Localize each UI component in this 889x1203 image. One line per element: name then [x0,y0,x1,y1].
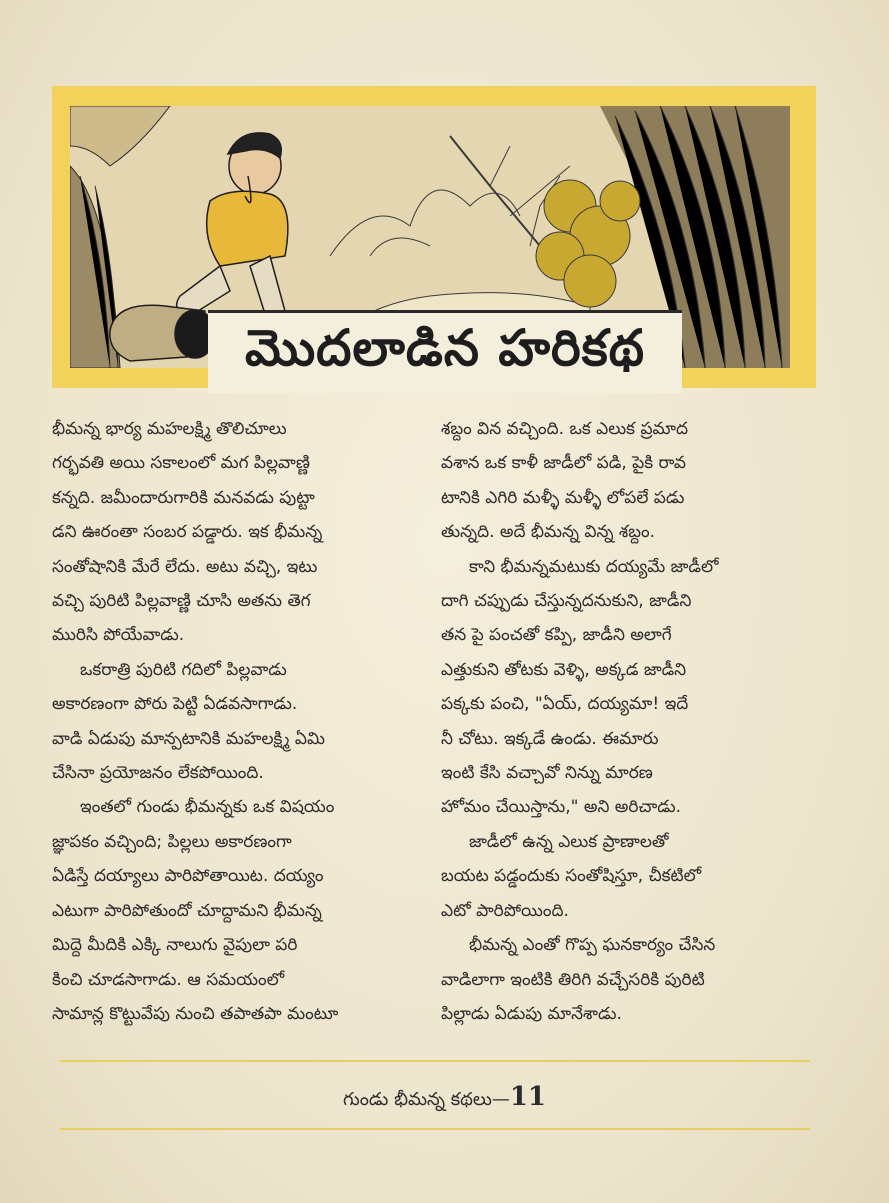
page-number: 11 [509,1082,547,1112]
paragraph: కాని భీమన్నమటుకు దయ్యమే జాడీలో దాగి చప్పుడు చేస్తున్నదనుకుని, జాడీని తన పై పంచతో కప్పి, జాడీని అలాగే ఎత్తుకుని తోటకు వెళ్ళి, అక్కడ జాడీని పక్కకు పంచి, "ఏయ్, దయ్యమా! ఇదే నీ చోటు. ఇక్కడే ఉండు. ఈమారు ఇంటి కేసి వచ్చావో నిన్ను మారణ హోమం చేయిస్తాను," అని అరిచాడు. [441,556,719,818]
page-footer [0,1082,889,1114]
story-title: మొదలాడిన హరికథ [244,319,646,377]
footer-rule-bottom [60,1128,810,1130]
paragraph: భీమన్న భార్య మహలక్ష్మి తొలిచూలు గర్భవతి అయి సకాలంలో మగ పిల్లవాణ్ణి కన్నది. జమీందారుగారికి మనవడు పుట్టా డని ఊరంతా సంబర పడ్డారు. ఇక భీమన్న సంతోషానికి మేరే లేదు. అటు వచ్చి, ఇటు వచ్చి పురిటి పిల్లవాణ్ణి చూసి అతను తెగ మురిసి పోయేవాడు. [52,419,323,646]
paragraph: ఇంతలో గుండు భీమన్నకు ఒక విషయం జ్ఞాపకం వచ్చింది; పిల్లలు అకారణంగా ఏడిస్తే దయ్యాలు పారిపోతాయిట. దయ్యం ఎటుగా పారిపోతుందో చూద్దామని భీమన్న మిద్దె మీదికి ఎక్కి నాలుగు వైపులా పరి కించి చూడసాగాడు. ఆ సమయంలో సామాన్ల కొట్టువేపు నుంచి తపాతపా మంటూ [52,797,339,1024]
right-column [441,412,819,1031]
paragraph: ఒకరాత్రి పురిటి గదిలో పిల్లవాడు అకారణంగా పోరు పెట్టి ఏడవసాగాడు. వాడి ఏడుపు మాన్పటానికి మహలక్ష్మి ఏమి చేసినా ప్రయోజనం లేకపోయింది. [52,659,325,784]
paragraph: శబ్దం విన వచ్చింది. ఒక ఎలుక ప్రమాద వశాన ఒక కాళీ జాడీలో పడి, పైకి రావ టానికి ఎగిరి మళ్ళీ మళ్ళీ లోపలే పడు తున్నది. అదే భీమన్న విన్న శబ్దం. [441,419,688,543]
left-column [52,412,430,1031]
paragraph: జాడీలో ఉన్న ఎలుక ప్రాణాలతో బయట పడ్డందుకు సంతోషిస్తూ, చీకటిలో ఎటో పారిపోయింది. [441,831,702,921]
footer-label: గుండు భీమన్న కథలు— [342,1089,510,1110]
paragraph: భీమన్న ఎంతో గొప్ప ఘనకార్యం చేసిన వాడిలాగా ఇంటికి తిరిగి వచ్చేసరికి పురిటి పిల్లాడు ఏడుపు మానేశాడు. [441,935,716,1024]
footer-rule-top [60,1060,810,1062]
title-banner [208,310,682,393]
